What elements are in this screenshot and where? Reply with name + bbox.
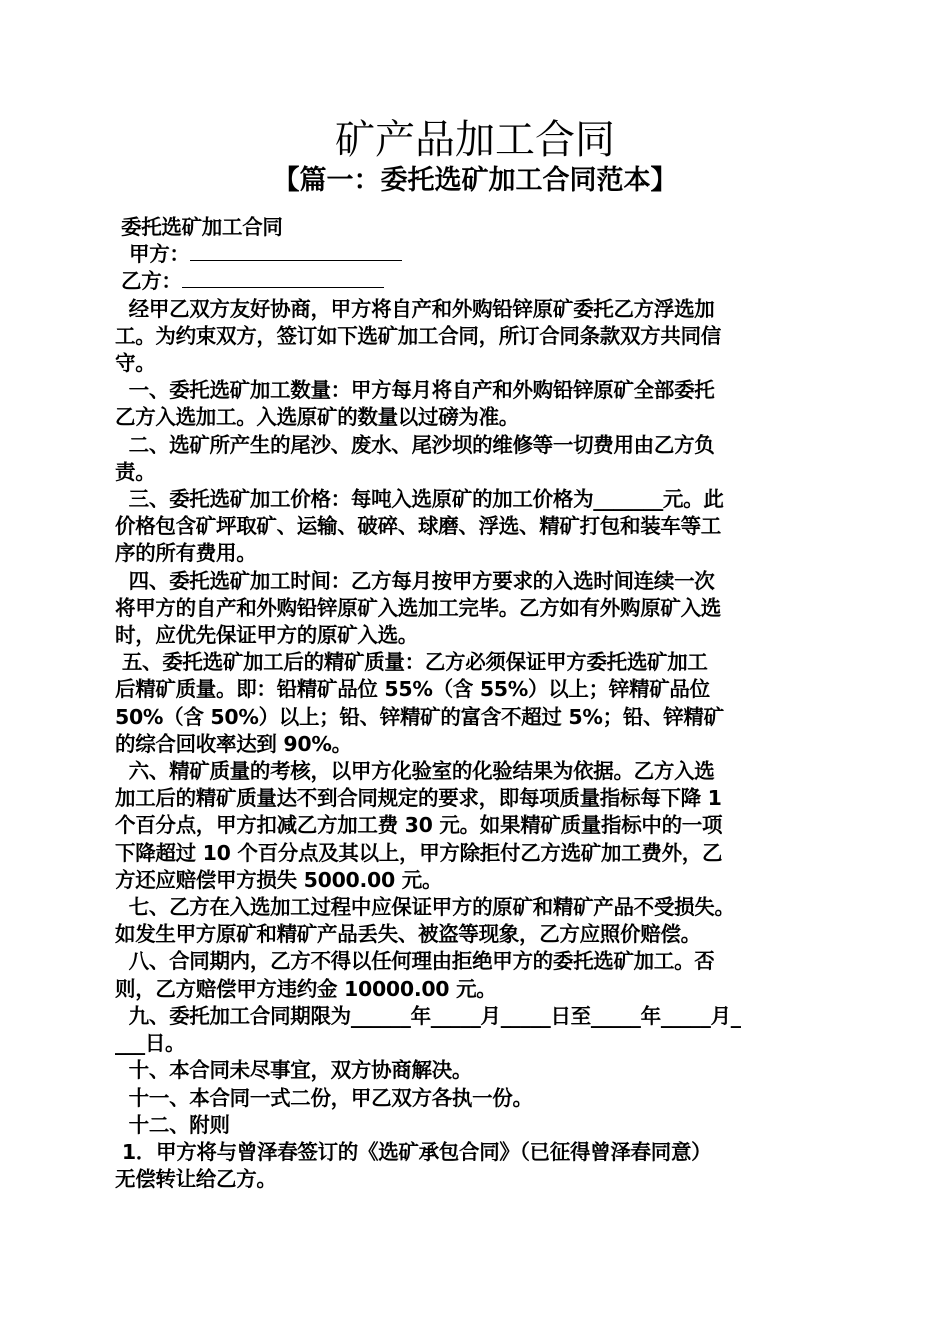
clause-line: 后精矿质量。即：铅精矿品位 55%（含 55%）以上；锌精矿品位: [115, 677, 710, 702]
clause-line: 三、委托选矿加工价格：每吨入选原矿的加工价格为_______元。此: [115, 487, 724, 512]
document-body: [115, 214, 835, 1193]
clause-line: 七、乙方在入选加工过程中应保证甲方的原矿和精矿产品不受损失。: [115, 895, 735, 920]
party-b-line: [115, 268, 835, 295]
contract-heading: 委托选矿加工合同: [121, 215, 283, 239]
clause-line: 一、委托选矿加工数量：甲方每月将自产和外购铅锌原矿全部委托: [115, 378, 715, 403]
clause-line: 将甲方的自产和外购铅锌原矿入选加工完毕。乙方如有外购原矿入选: [115, 595, 721, 620]
clause-line: 五、委托选矿加工后的精矿质量：乙方必须保证甲方委托选矿加工: [115, 650, 708, 675]
clause-line: 时，应优先保证甲方的原矿入选。: [115, 623, 418, 648]
party-b-label: 乙方：: [121, 269, 182, 294]
document-title: 矿产品加工合同: [335, 117, 615, 163]
clause-line: 十二、附则: [115, 1112, 230, 1137]
document-subtitle: 【篇一：委托选矿加工合同范本】: [272, 165, 678, 196]
clause-line: 价格包含矿坪取矿、运输、破碎、球磨、浮选、精矿打包和装车等工: [115, 514, 721, 539]
clause-line: 50%（含 50%）以上；铅、锌精矿的富含不超过 5%；铅、锌精矿: [115, 704, 724, 729]
clause-line: 责。: [115, 459, 156, 484]
party-a-blank: [190, 242, 402, 261]
clause-line: 二、选矿所产生的尾沙、废水、尾沙坝的维修等一切费用由乙方负: [115, 432, 715, 457]
contract-clauses: [115, 296, 835, 1194]
clause-line: 加工后的精矿质量达不到合同规定的要求，即每项质量指标每下降 1: [115, 786, 722, 811]
party-b-blank: [182, 269, 384, 288]
clause-line: 守。: [115, 351, 156, 376]
clause-line: 工。为约束双方，签订如下选矿加工合同，所订合同条款双方共同信: [115, 323, 721, 348]
clause-line: 方还应赔偿甲方损失 5000.00 元。: [115, 867, 443, 892]
clause-line: 的综合回收率达到 90%。: [115, 731, 352, 756]
clause-line: 下降超过 10 个百分点及其以上，甲方除拒付乙方选矿加工费外，乙: [115, 840, 723, 865]
clause-line: 序的所有费用。: [115, 541, 257, 566]
clause-line: 个百分点，甲方扣减乙方加工费 30 元。如果精矿质量指标中的一项: [115, 813, 723, 838]
party-a-label: 甲方：: [129, 242, 190, 267]
clause-line: 经甲乙双方友好协商，甲方将自产和外购铅锌原矿委托乙方浮选加: [115, 296, 715, 321]
clause-line: 六、精矿质量的考核，以甲方化验室的化验结果为依据。乙方入选: [115, 759, 715, 784]
clause-line: 十一、本合同一式二份，甲乙双方各执一份。: [115, 1085, 533, 1110]
clause-line: 十、本合同未尽事宜，双方协商解决。: [115, 1058, 473, 1083]
clause-line: 如发生甲方原矿和精矿产品丢失、被盗等现象，乙方应照价赔偿。: [115, 922, 701, 947]
clause-line: ___日。: [115, 1031, 186, 1056]
clause-line: 四、委托选矿加工时间：乙方每月按甲方要求的入选时间连续一次: [115, 568, 715, 593]
clause-line: 无偿转让给乙方。: [115, 1167, 277, 1192]
clause-line: 则，乙方赔偿甲方违约金 10000.00 元。: [115, 976, 497, 1001]
clause-line: 1．甲方将与曾泽春签订的《选矿承包合同》（已征得曾泽春同意）: [115, 1139, 712, 1164]
clause-line: 乙方入选加工。入选原矿的数量以过磅为准。: [115, 405, 519, 430]
clause-line: 九、委托加工合同期限为______年_____月_____日至_____年_____月_: [115, 1003, 741, 1028]
party-a-line: [115, 241, 835, 268]
clause-line: 八、合同期内，乙方不得以任何理由拒绝甲方的委托选矿加工。否: [115, 949, 715, 974]
